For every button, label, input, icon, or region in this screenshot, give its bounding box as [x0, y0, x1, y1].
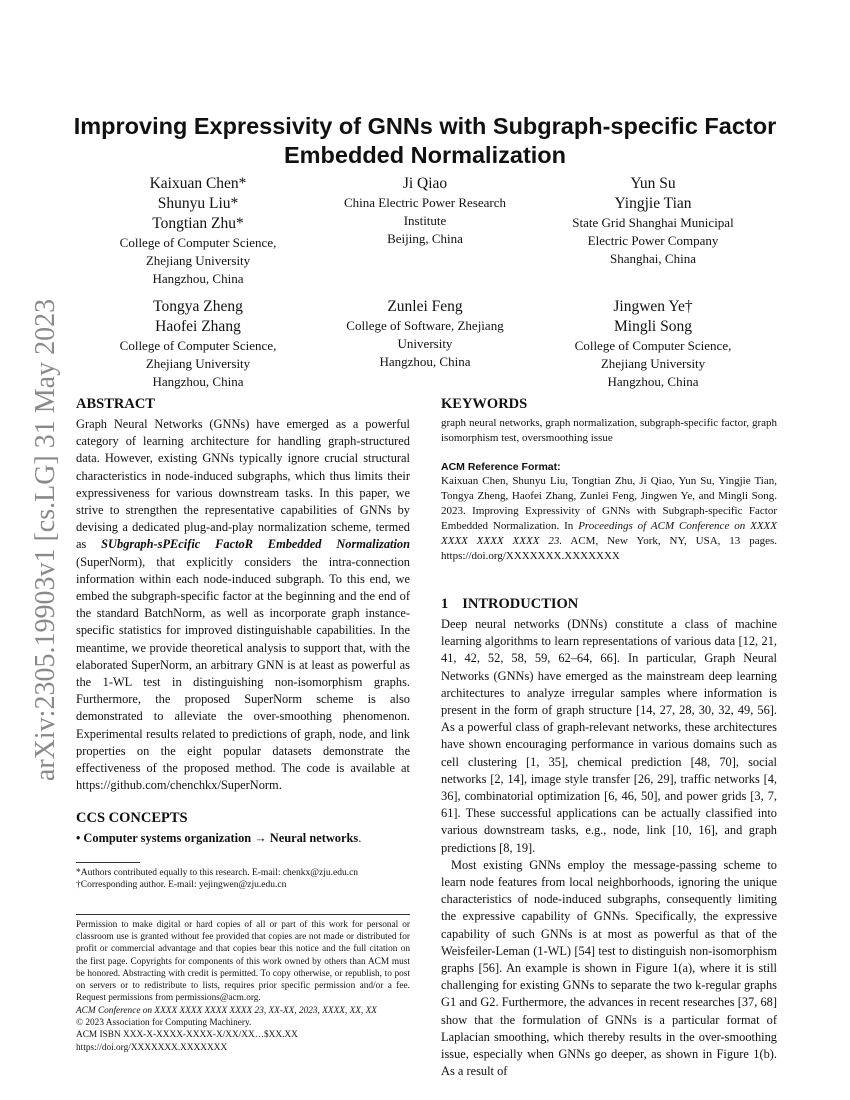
author-affiliation: University: [397, 336, 453, 351]
author-affiliation: College of Computer Science,: [119, 338, 277, 353]
acm-reference-venue: Proceedings of ACM Conference on XXXX XXXX XXXX XXXX 23.: [441, 520, 777, 547]
author-name: Ji Qiao: [402, 175, 448, 192]
author-affiliation: Zhejiang University: [145, 356, 251, 371]
isbn-line: ACM ISBN XXX-X-XXXX-XXXX-X/XX/XX…$XX.XX: [76, 1030, 298, 1041]
author-block-1: [98, 174, 298, 288]
introduction-paragraph-2: Most existing GNNs employ the message-passing scheme to learn node features from local neighborhoods, ignoring the unique characteristics of node-induced subgraphs, consequently limiting the expressive capability of GNNs. Specifically, the expressive capability of such GNNs is at most as powerful as that of the Weisfeiler-Leman (1-WL) [54] test to distinguish non-isomorphism graphs [56]. An example is shown in Figure 1(a), where it is still challenging for existing GNNs to separate the two k-regular graphs G1 and G2. Furthermore, the advances in recent researches [37, 68] show that the formulation of GNNs is a particular format of Laplacian smoothing, which thereby results in the over-smoothing issue, especially when GNNs go deeper, as shown in Figure 1(b). As a result of: [441, 857, 777, 1079]
author-affiliation: College of Software, Zhejiang: [346, 318, 504, 333]
paper-title: Improving Expressivity of GNNs with Subgraph-specific Factor Embedded Normalization: [73, 113, 777, 168]
acm-reference-part: ACM, New York, NY, USA, 13 pages. https://doi.org/XXXXXXX.XXXXXXX: [441, 535, 777, 562]
author-name: Yun Su: [630, 175, 676, 192]
section-title: INTRODUCTION: [462, 596, 579, 612]
keywords-heading: KEYWORDS: [441, 396, 528, 412]
author-affiliation: College of Computer Science,: [119, 235, 277, 250]
ccs-text: [76, 830, 410, 847]
author-affiliation: Shanghai, China: [610, 251, 696, 266]
section-number: 1: [441, 596, 449, 612]
arxiv-identifier-text: arXiv:2305.19903v1 [cs.LG] 31 May 2023: [30, 298, 61, 782]
abstract-text-part: (SuperNorm), that explicitly considers the intra-connection information within each node-induced subgraph. To this end, we embed the subgraph-specific factor at the beginning and the end of the standard BatchNorm, as well as incorporate graph instance-specific statistics for improved distinguishable capabilities. In the meantime, we provide theoretical analysis to support that, with the elaborated SuperNorm, an arbitrary GNN is at least as powerful as the 1-WL test in distinguishing non-isomorphism graphs. Furthermore, the proposed SuperNorm scheme is also demonstrated to alleviate the over-smoothing phenomenon. Experimental results related to predictions of graph, node, and link properties on the eight popular datasets demonstrate the effectiveness of the proposed method. The code is available at https://github.com/chenchkx/SuperNorm.: [76, 554, 410, 793]
abstract-heading: ABSTRACT: [76, 396, 155, 412]
footnote-equal-contribution: *Authors contributed equally to this research. E-mail: chenkx@zju.edu.cn: [76, 867, 359, 878]
permission-text: Permission to make digital or hard copies of all or part of this work for personal or classroom use is granted without fee provided that copies are not made or distributed for profit or commercial advantage and that copies bear this notice and the full citation on the first page. Copyrights for components of this work owned by others than ACM must be honored. Abstracting with credit is permitted. To copy otherwise, or republish, to post on servers or to redistribute to lists, requires prior specific permission and/or a fee. Request permissions from permissions@acm.org.: [76, 919, 410, 1004]
permission-rule: [76, 914, 410, 915]
ccs-concept: • Computer systems organization → Neural networks: [76, 831, 359, 846]
acm-reference-part: Kaixuan Chen, Shunyu Liu, Tongtian Zhu, Ji Qiao, Yun Su, Yingjie Tian, Tongya Zheng, Haofei Zhang, Zunlei Feng, Jingwen Ye, and Mingli Song. 2023. Improving Expressivity of GNNs with Subgraph-specific Factor Embedded Normalization. In: [441, 475, 777, 532]
author-name: Shunyu Liu*: [157, 195, 239, 212]
author-block-2: [325, 174, 525, 248]
author-affiliation: Hangzhou, China: [152, 271, 244, 286]
acm-reference-heading: ACM Reference Format:: [441, 461, 561, 473]
author-block-5: [325, 297, 525, 371]
author-name: Mingli Song: [614, 318, 692, 335]
footnote-corresponding-author: †Corresponding author. E-mail: yejingwen@zju.edu.cn: [76, 880, 287, 891]
author-name: Jingwen Ye†: [613, 298, 693, 315]
author-affiliation: Zhejiang University: [600, 356, 706, 371]
right-column: [441, 394, 777, 1080]
ccs-tail: .: [358, 831, 362, 846]
author-affiliation: State Grid Shanghai Municipal: [572, 215, 734, 230]
doi-line: https://doi.org/XXXXXXX.XXXXXXX: [76, 1042, 228, 1053]
introduction-paragraph-1: Deep neural networks (DNNs) constitute a class of machine learning algorithms to learn representations of various data [12, 21, 41, 42, 52, 58, 59, 62–64, 66]. In particular, Graph Neural Networks (GNNs) have emerged as the mainstream deep learning architectures to analyze irregular samples where information is present in the form of graph structure [14, 27, 28, 30, 32, 49, 56]. As a powerful class of graph-relevant networks, these architectures have shown encouraging performance in various domains such as cell clustering [1, 35], chemical prediction [48, 70], social networks [2, 14], image style transfer [26, 29], traffic networks [4, 36], combinatorial optimization [6, 46, 50], and power grids [3, 7, 61]. These successful applications can be actually classified into various downstream tasks, e.g., node, link [10, 16], and graph predictions [8, 19].: [441, 617, 777, 855]
author-name: Kaixuan Chen*: [149, 175, 247, 192]
abstract-emphasis: SUbgraph-sPEcific FactoR Embedded Normalization: [101, 537, 410, 552]
author-name: Yingjie Tian: [614, 195, 692, 212]
copyright-line: © 2023 Association for Computing Machinery.: [76, 1018, 252, 1029]
abstract-text: [76, 416, 410, 794]
author-name: Zunlei Feng: [387, 298, 463, 315]
footnote-rule: [76, 862, 140, 863]
conference-line: ACM Conference on XXXX XXXX XXXX XXXX 23, XX-XX, 2023, XXXX, XX, XX: [76, 1005, 377, 1016]
permission-block: [76, 914, 410, 1054]
author-block-3: [553, 174, 753, 268]
footnotes: [76, 862, 410, 892]
author-name: Haofei Zhang: [155, 318, 241, 335]
author-affiliation: Electric Power Company: [587, 233, 719, 248]
abstract-text-part: Graph Neural Networks (GNNs) have emerged as a powerful category of learning architecture for handling graph-structured data. However, existing GNNs typically ignore crucial structural characteristics in node-induced subgraphs, which thus limits their expressiveness for various downstream tasks. In this paper, we strive to strengthen the representative capabilities of GNNs by devising a dedicated plug-and-play normalization scheme, termed as: [76, 417, 410, 552]
author-name: Tongtian Zhu*: [152, 215, 244, 232]
author-affiliation: Institute: [403, 213, 447, 228]
ccs-heading: CCS CONCEPTS: [76, 810, 188, 827]
author-name: Tongya Zheng: [153, 298, 243, 315]
author-affiliation: Hangzhou, China: [152, 374, 244, 389]
author-affiliation: China Electric Power Research: [343, 195, 507, 210]
introduction-heading: [441, 594, 777, 614]
author-affiliation: Hangzhou, China: [607, 374, 699, 389]
author-affiliation: College of Computer Science,: [574, 338, 732, 353]
author-affiliation: Zhejiang University: [145, 253, 251, 268]
author-affiliation: Beijing, China: [387, 231, 463, 246]
left-column: [76, 394, 410, 1054]
author-block-4: [98, 297, 298, 391]
keywords-text: graph neural networks, graph normalization, subgraph-specific factor, graph isomorphism test, oversmoothing issue: [441, 417, 777, 444]
author-affiliation: Hangzhou, China: [379, 354, 471, 369]
author-block-6: [553, 297, 753, 391]
acm-reference-text: [441, 474, 777, 564]
